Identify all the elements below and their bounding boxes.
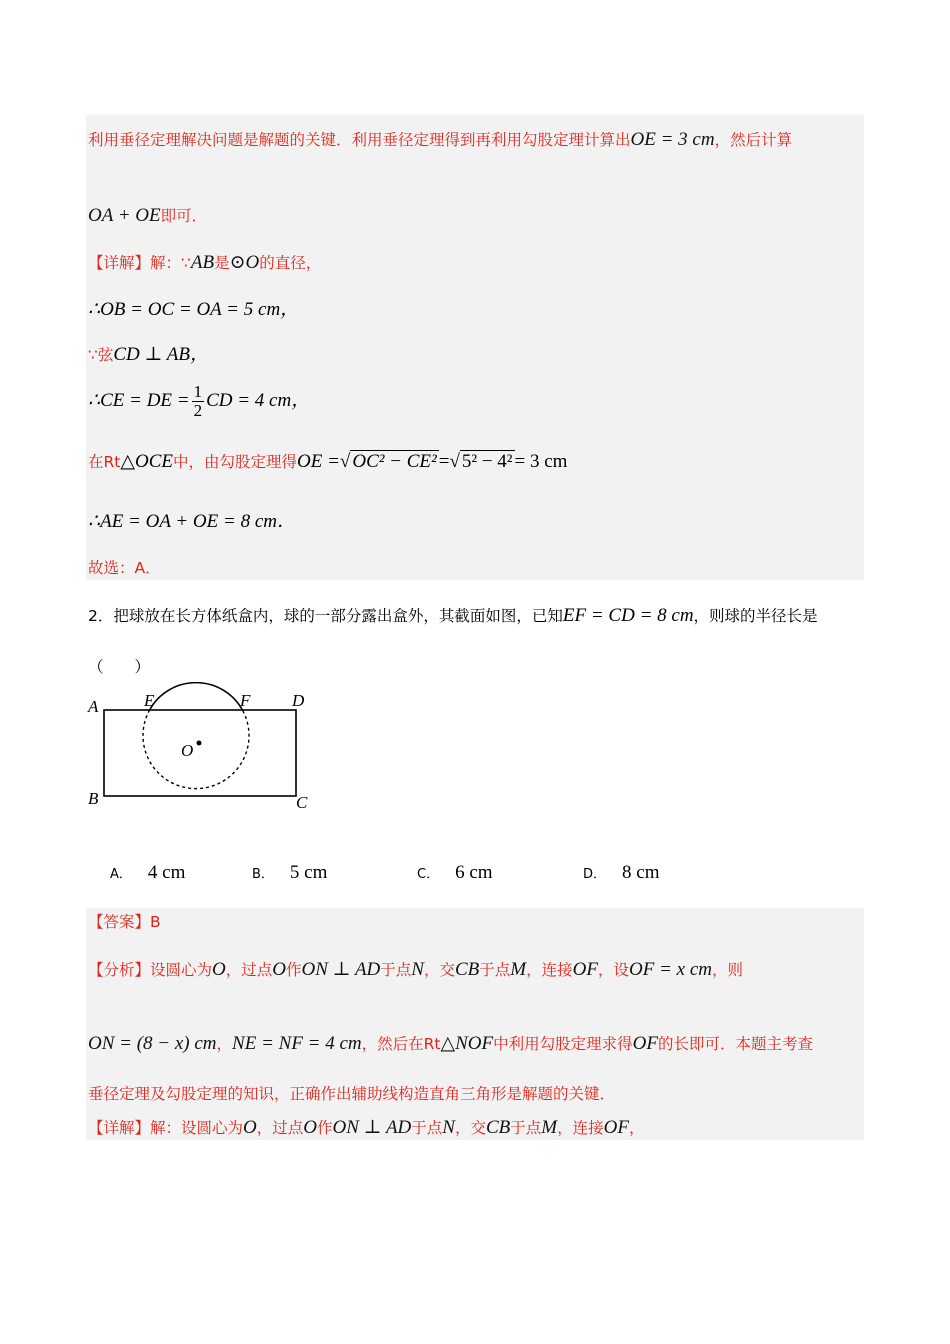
analysis2-line-1: [88, 958, 743, 982]
answer-line: [88, 910, 161, 934]
a-text: ，连接: [526, 961, 573, 979]
d-text: ，交: [454, 1119, 486, 1137]
detail-tag: 【详解】: [88, 254, 151, 272]
a-text: 作: [286, 961, 302, 979]
question-number: 2．: [88, 607, 114, 625]
option-a-value: 4 cm: [147, 862, 186, 883]
radical-2: 5² − 4²: [461, 451, 513, 472]
option-b[interactable]: [252, 862, 327, 884]
label-F: F: [240, 691, 251, 710]
detail-text: 解：∵: [150, 254, 191, 272]
step-4: 在Rt△OCE中，由勾股定理得OE =√ OC² − CE² =√ 5² − 4² = 3 cm: [88, 451, 568, 472]
math-oa-oe: OA + OE: [88, 205, 161, 226]
center-point: [197, 741, 202, 746]
a-math: ON ⊥ AD: [301, 959, 381, 980]
analysis2-line-3: [88, 1082, 615, 1106]
step-5: [88, 510, 296, 534]
math-ab: AB: [190, 252, 215, 273]
label-E: E: [144, 691, 155, 710]
radical-1: OC² − CE²: [352, 451, 437, 472]
d-math: O: [303, 1117, 318, 1138]
a-math: OF: [572, 959, 598, 980]
detail-line: [88, 251, 321, 275]
circle-arc-hidden: [143, 710, 249, 789]
step-4-rt: 在Rt: [88, 453, 121, 471]
step-3-math-b: CD = 4 cm，: [206, 390, 311, 411]
question-2: [88, 604, 818, 628]
a-text: ，设: [597, 961, 629, 979]
analysis-tail: ，然后计算: [714, 131, 793, 149]
a-text: ，交: [423, 961, 455, 979]
d-math: M: [541, 1117, 558, 1138]
math-oe: OE = 3 cm: [630, 129, 715, 150]
d-math: OF: [603, 1117, 629, 1138]
option-d[interactable]: [583, 862, 659, 884]
d-math: N: [442, 1117, 455, 1138]
l2-math: NE = NF = 4 cm: [232, 1033, 362, 1054]
option-d-label: D．: [583, 867, 607, 882]
a-math: M: [510, 959, 527, 980]
question-tail: ，则球的半径长是: [693, 607, 818, 625]
step-1: [88, 298, 299, 322]
analysis-text: 利用垂径定理解决问题是解题的关键．利用垂径定理得到再利用勾股定理计算出: [88, 131, 631, 149]
label-D: D: [292, 691, 305, 710]
answer-paren: （ ）: [88, 658, 151, 676]
circle-arc-visible: [150, 683, 243, 710]
a-math: N: [411, 959, 424, 980]
a-text: 于点: [380, 961, 412, 979]
label-B: B: [88, 789, 99, 808]
answer-tag: 【答案】: [88, 913, 151, 931]
option-b-label: B．: [252, 867, 274, 882]
a-math: O: [212, 959, 226, 980]
math-circle-o: ⊙O: [229, 252, 260, 273]
detail-diameter: 的直径，: [259, 254, 322, 272]
a-math: O: [272, 959, 287, 980]
l2-text: 中利用勾股定理求得: [493, 1035, 633, 1053]
box-rect: [104, 710, 296, 796]
detail2-line: [88, 1116, 644, 1140]
a-math: OF = x cm: [628, 959, 712, 980]
option-a[interactable]: [110, 862, 185, 884]
a-text: ，过点: [225, 961, 273, 979]
d-text: ，: [628, 1119, 645, 1137]
d-text: 于点: [510, 1119, 542, 1137]
step-3: [88, 383, 310, 420]
frac-num: 1: [193, 382, 203, 401]
analysis2-line-3-text: 垂径定理及勾股定理的知识，正确作出辅助线构造直角三角形是解题的关键．: [88, 1085, 616, 1103]
question-text: 把球放在长方体纸盒内，球的一部分露出盒外，其截面如图，已知: [113, 607, 563, 625]
step-5-math: ∴AE = OA + OE = 8 cm．: [88, 511, 296, 532]
l2-text: 的长即可．本题主考查: [657, 1035, 813, 1053]
d-text: 作: [317, 1119, 333, 1137]
analysis-tail-2: 即可．: [160, 207, 208, 225]
question-paren: [88, 655, 150, 679]
fraction-half: [192, 383, 205, 420]
step-2-math: CD ⊥ AB，: [113, 344, 210, 365]
d-text: ，连接: [557, 1119, 604, 1137]
figure-box-ball: [84, 682, 324, 822]
question-math: EF = CD = 8 cm: [562, 605, 694, 626]
choose-line: [88, 556, 161, 580]
step-3-math-a: ∴CE = DE =: [88, 390, 190, 411]
a-text: 设圆心为: [150, 961, 213, 979]
choose-text: 故选：A．: [88, 559, 161, 577]
step-4-equal: =: [438, 451, 450, 472]
option-d-value: 8 cm: [622, 862, 660, 883]
option-b-value: 5 cm: [289, 862, 328, 883]
step-4-result: = 3 cm: [514, 451, 568, 472]
d-text: 于点: [411, 1119, 443, 1137]
d-math: O: [243, 1117, 257, 1138]
d-math: CB: [486, 1117, 511, 1138]
option-c-value: 6 cm: [455, 862, 493, 883]
step-4-oe: OE =: [297, 451, 340, 472]
l2-text: ，然后在Rt: [361, 1035, 441, 1053]
frac-den: 2: [193, 401, 203, 420]
l2-math: OF: [632, 1033, 658, 1054]
analysis-line-1: [88, 128, 792, 152]
label-O: O: [181, 741, 194, 760]
a-text: ，则: [711, 961, 743, 979]
label-C: C: [296, 793, 308, 812]
d-math: ON ⊥ AD: [332, 1117, 412, 1138]
l2-math: ON = (8 − x) cm: [88, 1033, 217, 1054]
step-2-text: ∵弦: [88, 346, 114, 364]
step-1-math: ∴OB = OC = OA = 5 cm，: [88, 299, 300, 320]
l2-text: ，: [216, 1035, 233, 1053]
l2-math: △NOF: [440, 1033, 494, 1054]
answer-value: B: [150, 913, 161, 931]
a-math: CB: [455, 959, 480, 980]
d-text: ，过点: [256, 1119, 304, 1137]
label-A: A: [88, 697, 99, 716]
analysis-line-2: [88, 204, 207, 228]
step-4-triangle: △OCE: [120, 451, 173, 472]
analysis2-tag: 【分析】: [88, 961, 151, 979]
option-c[interactable]: [417, 862, 493, 884]
detail-is: 是: [214, 254, 230, 272]
a-text: 于点: [479, 961, 511, 979]
detail2-tag: 【详解】: [88, 1119, 151, 1137]
analysis2-line-2: [88, 1032, 813, 1056]
option-a-label: A．: [110, 867, 132, 882]
option-c-label: C．: [417, 867, 440, 882]
step-4-text: 中，由勾股定理得: [172, 453, 297, 471]
d-text: 解：设圆心为: [150, 1119, 244, 1137]
step-2: [88, 343, 209, 367]
